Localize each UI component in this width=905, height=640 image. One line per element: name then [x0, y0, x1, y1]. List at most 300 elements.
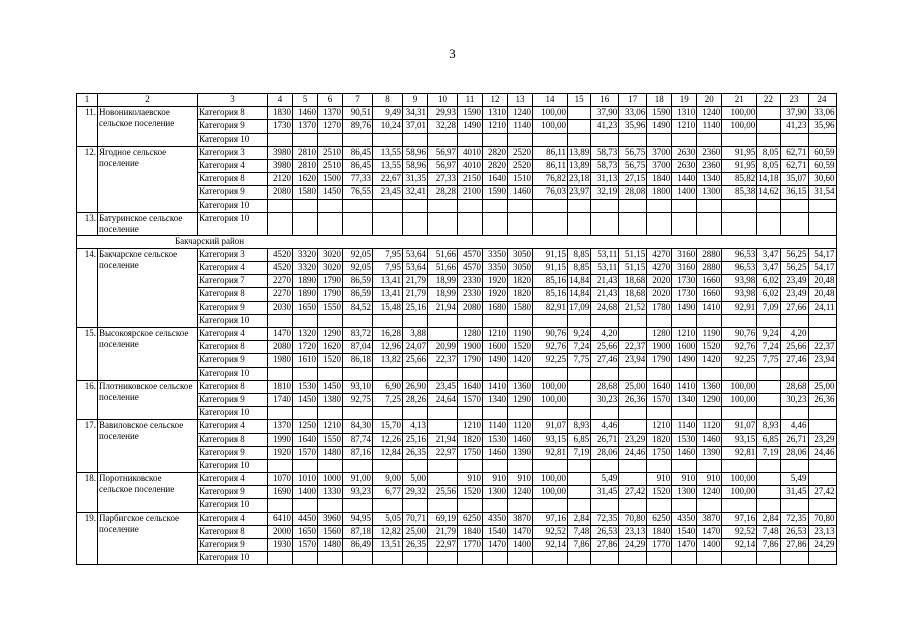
value-cell: 1490	[483, 354, 508, 367]
value-cell: 7,48	[568, 525, 591, 538]
value-cell	[722, 212, 757, 235]
value-cell: 1570	[458, 393, 483, 406]
value-cell: 1400	[672, 186, 697, 199]
value-cell: 3980	[268, 146, 293, 159]
value-cell: 1370	[318, 107, 343, 120]
table-row	[77, 146, 837, 159]
value-cell: 3,47	[757, 262, 780, 275]
value-cell	[672, 367, 697, 380]
category-cell: Категория 3	[198, 146, 268, 159]
value-cell: 54,17	[808, 262, 836, 275]
value-cell	[697, 552, 722, 565]
value-cell: 1490	[672, 354, 697, 367]
value-cell	[403, 407, 428, 420]
value-cell: 35,07	[780, 173, 808, 186]
value-cell: 9,49	[373, 107, 403, 120]
value-cell: 69,19	[428, 512, 458, 525]
value-cell	[268, 367, 293, 380]
category-cell: Категория 10	[198, 499, 268, 512]
value-cell	[483, 552, 508, 565]
value-cell: 84,30	[343, 420, 373, 433]
value-cell	[780, 199, 808, 212]
value-cell: 37,01	[403, 120, 428, 133]
value-cell: 100,00	[533, 393, 568, 406]
value-cell: 26,36	[808, 393, 836, 406]
value-cell: 1240	[697, 486, 722, 499]
value-cell: 1820	[647, 433, 672, 446]
column-header-22: 22	[757, 94, 780, 107]
value-cell: 7,09	[757, 301, 780, 314]
value-cell: 18,99	[428, 288, 458, 301]
value-cell: 5,49	[591, 473, 619, 486]
value-cell: 87,16	[343, 446, 373, 459]
region-name: Бакчарский район	[77, 235, 837, 248]
value-cell: 7,48	[757, 525, 780, 538]
value-cell: 1520	[318, 354, 343, 367]
value-cell: 25,66	[780, 341, 808, 354]
value-cell: 4,20	[780, 328, 808, 341]
category-cell: Категория 4	[198, 473, 268, 486]
value-cell: 92,14	[722, 539, 757, 552]
value-cell	[647, 459, 672, 472]
value-cell: 1420	[508, 354, 533, 367]
value-cell	[808, 328, 836, 341]
value-cell: 21,94	[428, 301, 458, 314]
value-cell: 3700	[647, 146, 672, 159]
value-cell: 58,96	[403, 159, 428, 172]
table-row	[77, 473, 837, 486]
value-cell: 24,64	[428, 393, 458, 406]
value-cell: 4,46	[591, 420, 619, 433]
value-cell: 1510	[508, 173, 533, 186]
category-cell: Категория 4	[198, 328, 268, 341]
value-cell	[268, 499, 293, 512]
value-cell: 1210	[458, 420, 483, 433]
value-cell	[808, 499, 836, 512]
value-cell	[508, 133, 533, 146]
value-cell: 1370	[293, 120, 318, 133]
value-cell: 22,37	[428, 354, 458, 367]
value-cell: 1980	[268, 354, 293, 367]
value-cell: 1540	[483, 525, 508, 538]
value-cell: 3160	[672, 262, 697, 275]
value-cell: 1210	[483, 328, 508, 341]
value-cell: 1300	[483, 486, 508, 499]
value-cell	[343, 367, 373, 380]
value-cell: 92,25	[722, 354, 757, 367]
value-cell: 92,52	[722, 525, 757, 538]
value-cell: 1770	[647, 539, 672, 552]
value-cell	[672, 314, 697, 327]
value-cell: 3160	[672, 248, 697, 261]
value-cell: 28,28	[428, 186, 458, 199]
value-cell: 27,86	[780, 539, 808, 552]
value-cell	[318, 459, 343, 472]
value-cell: 25,66	[591, 341, 619, 354]
value-cell	[568, 133, 591, 146]
value-cell: 1520	[458, 486, 483, 499]
value-cell	[428, 367, 458, 380]
value-cell: 1380	[318, 393, 343, 406]
value-cell: 2510	[318, 159, 343, 172]
column-header-1: 1	[77, 94, 98, 107]
value-cell: 1140	[483, 420, 508, 433]
category-cell: Категория 4	[198, 262, 268, 275]
value-cell: 1470	[483, 539, 508, 552]
value-cell: 85,16	[533, 288, 568, 301]
value-cell: 62,71	[780, 159, 808, 172]
value-cell: 28,26	[403, 393, 428, 406]
value-cell: 100,00	[722, 473, 757, 486]
value-cell: 1550	[318, 301, 343, 314]
value-cell: 1650	[293, 301, 318, 314]
value-cell: 26,53	[780, 525, 808, 538]
value-cell: 9,24	[757, 328, 780, 341]
value-cell: 60,59	[808, 159, 836, 172]
value-cell: 21,43	[591, 275, 619, 288]
value-cell: 100,00	[722, 120, 757, 133]
value-cell	[428, 212, 458, 235]
value-cell: 9,00	[373, 473, 403, 486]
value-cell: 8,85	[568, 262, 591, 275]
value-cell: 1290	[697, 393, 722, 406]
value-cell: 7,86	[757, 539, 780, 552]
category-cell: Категория 3	[198, 248, 268, 261]
value-cell: 25,00	[808, 380, 836, 393]
value-cell	[591, 459, 619, 472]
value-cell: 76,03	[533, 186, 568, 199]
value-cell: 25,16	[403, 301, 428, 314]
value-cell: 23,94	[619, 354, 647, 367]
value-cell	[672, 199, 697, 212]
value-cell	[697, 212, 722, 235]
value-cell: 1320	[293, 328, 318, 341]
value-cell: 51,66	[428, 248, 458, 261]
value-cell: 910	[508, 473, 533, 486]
value-cell: 1920	[483, 275, 508, 288]
value-cell	[697, 133, 722, 146]
value-cell: 85,16	[533, 275, 568, 288]
value-cell: 1460	[697, 433, 722, 446]
column-header-8: 8	[373, 94, 403, 107]
value-cell	[808, 473, 836, 486]
value-cell: 1010	[293, 473, 318, 486]
value-cell: 20,48	[808, 275, 836, 288]
value-cell: 1460	[672, 446, 697, 459]
value-cell: 56,25	[780, 262, 808, 275]
value-cell	[619, 473, 647, 486]
value-cell: 1520	[647, 486, 672, 499]
value-cell	[373, 552, 403, 565]
settlement-name: Высокоярское сельское поселение	[98, 328, 198, 381]
category-cell: Категория 10	[198, 199, 268, 212]
column-header-5: 5	[293, 94, 318, 107]
value-cell: 28,68	[591, 380, 619, 393]
value-cell	[591, 314, 619, 327]
value-cell: 1620	[293, 173, 318, 186]
value-cell: 13,89	[568, 146, 591, 159]
value-cell	[647, 199, 672, 212]
table-row	[77, 420, 837, 433]
value-cell: 1650	[293, 525, 318, 538]
value-cell: 96,53	[722, 262, 757, 275]
value-cell	[483, 407, 508, 420]
category-cell: Категория 7	[198, 275, 268, 288]
value-cell	[483, 499, 508, 512]
value-cell	[672, 407, 697, 420]
value-cell: 8,05	[757, 146, 780, 159]
value-cell	[722, 199, 757, 212]
value-cell: 51,15	[619, 262, 647, 275]
category-cell: Категория 8	[198, 107, 268, 120]
value-cell: 96,53	[722, 248, 757, 261]
value-cell: 93,98	[722, 288, 757, 301]
settlement-number: 14.	[77, 248, 98, 327]
value-cell	[373, 407, 403, 420]
value-cell	[619, 407, 647, 420]
value-cell	[757, 120, 780, 133]
table-row	[77, 380, 837, 393]
value-cell: 2330	[458, 275, 483, 288]
value-cell	[458, 314, 483, 327]
value-cell: 1540	[672, 525, 697, 538]
value-cell: 1450	[293, 393, 318, 406]
value-cell	[568, 120, 591, 133]
value-cell: 2080	[268, 341, 293, 354]
value-cell	[808, 133, 836, 146]
value-cell: 1640	[293, 433, 318, 446]
value-cell: 56,75	[619, 159, 647, 172]
value-cell: 26,36	[619, 393, 647, 406]
value-cell: 1290	[508, 393, 533, 406]
value-cell: 1800	[647, 186, 672, 199]
value-cell: 1920	[483, 288, 508, 301]
value-cell: 7,25	[373, 393, 403, 406]
value-cell: 1640	[483, 173, 508, 186]
settlement-name: Поротниковское сельское поселение	[98, 473, 198, 513]
value-cell: 1590	[458, 107, 483, 120]
value-cell: 7,19	[757, 446, 780, 459]
value-cell: 56,97	[428, 146, 458, 159]
value-cell: 92,76	[533, 341, 568, 354]
column-header-13: 13	[508, 94, 533, 107]
value-cell: 26,35	[403, 446, 428, 459]
value-cell	[533, 199, 568, 212]
value-cell	[318, 552, 343, 565]
value-cell: 26,71	[780, 433, 808, 446]
value-cell: 56,25	[780, 248, 808, 261]
value-cell: 92,05	[343, 262, 373, 275]
settlement-name: Ягодное сельское поселение	[98, 146, 198, 212]
value-cell: 91,95	[722, 146, 757, 159]
value-cell	[619, 328, 647, 341]
value-cell	[808, 199, 836, 212]
value-cell: 14,62	[757, 186, 780, 199]
column-header-20: 20	[697, 94, 722, 107]
value-cell: 1210	[483, 120, 508, 133]
value-cell	[268, 407, 293, 420]
value-cell	[722, 367, 757, 380]
value-cell: 1810	[268, 380, 293, 393]
value-cell: 24,29	[808, 539, 836, 552]
value-cell: 4,20	[591, 328, 619, 341]
value-cell: 1400	[508, 539, 533, 552]
value-cell: 1450	[318, 380, 343, 393]
value-cell: 27,86	[591, 539, 619, 552]
value-cell: 7,19	[568, 446, 591, 459]
value-cell	[293, 212, 318, 235]
value-cell: 1890	[293, 288, 318, 301]
value-cell	[268, 133, 293, 146]
value-cell: 6250	[458, 512, 483, 525]
value-cell: 100,00	[533, 380, 568, 393]
value-cell: 12,26	[373, 433, 403, 446]
value-cell: 1280	[647, 328, 672, 341]
value-cell: 1370	[268, 420, 293, 433]
category-cell: Категория 9	[198, 393, 268, 406]
value-cell: 7,95	[373, 262, 403, 275]
value-cell	[757, 367, 780, 380]
value-cell	[697, 367, 722, 380]
value-cell: 6,02	[757, 288, 780, 301]
settlement-number: 16.	[77, 380, 98, 420]
category-cell: Категория 8	[198, 433, 268, 446]
value-cell: 4010	[458, 146, 483, 159]
value-cell: 1620	[318, 341, 343, 354]
column-header-6: 6	[318, 94, 343, 107]
value-cell: 13,41	[373, 288, 403, 301]
value-cell: 27,15	[619, 173, 647, 186]
value-cell: 30,23	[780, 393, 808, 406]
value-cell	[647, 314, 672, 327]
value-cell: 2520	[508, 159, 533, 172]
value-cell: 18,68	[619, 275, 647, 288]
value-cell: 1750	[647, 446, 672, 459]
value-cell: 3700	[647, 159, 672, 172]
value-cell: 37,90	[591, 107, 619, 120]
value-cell: 35,96	[808, 120, 836, 133]
value-cell: 3020	[318, 262, 343, 275]
value-cell: 7,95	[373, 248, 403, 261]
value-cell: 1480	[318, 446, 343, 459]
value-cell	[428, 420, 458, 433]
settlement-number: 12.	[77, 146, 98, 212]
value-cell: 1790	[458, 354, 483, 367]
value-cell	[508, 199, 533, 212]
value-cell: 92,14	[533, 539, 568, 552]
value-cell: 94,95	[343, 512, 373, 525]
value-cell	[591, 407, 619, 420]
value-cell: 28,06	[780, 446, 808, 459]
value-cell: 82,91	[533, 301, 568, 314]
value-cell	[373, 314, 403, 327]
value-cell	[428, 328, 458, 341]
value-cell: 1120	[697, 420, 722, 433]
settlement-name: Батуринское сельское поселение	[98, 212, 198, 235]
value-cell: 4520	[268, 248, 293, 261]
value-cell: 2630	[672, 146, 697, 159]
category-cell: Категория 9	[198, 301, 268, 314]
value-cell: 1480	[318, 539, 343, 552]
value-cell	[268, 552, 293, 565]
value-cell: 90,76	[533, 328, 568, 341]
column-header-3: 3	[198, 94, 268, 107]
column-header-10: 10	[428, 94, 458, 107]
value-cell: 33,06	[619, 107, 647, 120]
value-cell	[533, 314, 568, 327]
value-cell: 2030	[268, 301, 293, 314]
value-cell: 17,09	[568, 301, 591, 314]
value-cell: 1790	[647, 354, 672, 367]
value-cell: 6410	[268, 512, 293, 525]
value-cell	[293, 552, 318, 565]
value-cell	[757, 486, 780, 499]
value-cell	[697, 199, 722, 212]
value-cell: 2270	[268, 288, 293, 301]
value-cell	[647, 367, 672, 380]
value-cell	[568, 459, 591, 472]
value-cell	[697, 314, 722, 327]
value-cell: 1790	[318, 288, 343, 301]
value-cell: 1290	[318, 328, 343, 341]
value-cell: 91,07	[722, 420, 757, 433]
table-row	[77, 107, 837, 120]
value-cell	[757, 473, 780, 486]
value-cell	[373, 499, 403, 512]
value-cell	[672, 552, 697, 565]
value-cell	[343, 499, 373, 512]
value-cell	[780, 367, 808, 380]
value-cell: 1420	[697, 354, 722, 367]
value-cell	[780, 212, 808, 235]
value-cell	[533, 459, 568, 472]
value-cell: 91,95	[722, 159, 757, 172]
value-cell	[780, 314, 808, 327]
value-cell: 1470	[268, 328, 293, 341]
value-cell: 1530	[483, 433, 508, 446]
value-cell: 1210	[647, 420, 672, 433]
value-cell	[568, 212, 591, 235]
value-cell: 24,46	[808, 446, 836, 459]
value-cell: 26,71	[591, 433, 619, 446]
value-cell: 2820	[483, 159, 508, 172]
value-cell: 3020	[318, 248, 343, 261]
value-cell: 1550	[318, 433, 343, 446]
value-cell: 7,24	[757, 341, 780, 354]
category-cell: Категория 10	[198, 314, 268, 327]
value-cell	[508, 367, 533, 380]
value-cell: 1570	[647, 393, 672, 406]
value-cell: 910	[458, 473, 483, 486]
value-cell	[808, 212, 836, 235]
value-cell: 14,84	[568, 288, 591, 301]
value-cell	[780, 133, 808, 146]
value-cell: 23,13	[808, 525, 836, 538]
value-cell: 97,16	[533, 512, 568, 525]
value-cell: 4570	[458, 262, 483, 275]
value-cell	[568, 380, 591, 393]
value-cell: 15,48	[373, 301, 403, 314]
region-row	[77, 235, 837, 248]
column-header-16: 16	[591, 94, 619, 107]
value-cell	[403, 199, 428, 212]
category-cell: Категория 10	[198, 407, 268, 420]
column-header-14: 14	[533, 94, 568, 107]
value-cell: 2810	[293, 159, 318, 172]
value-cell: 8,93	[568, 420, 591, 433]
value-cell: 1240	[508, 486, 533, 499]
value-cell: 1610	[293, 354, 318, 367]
